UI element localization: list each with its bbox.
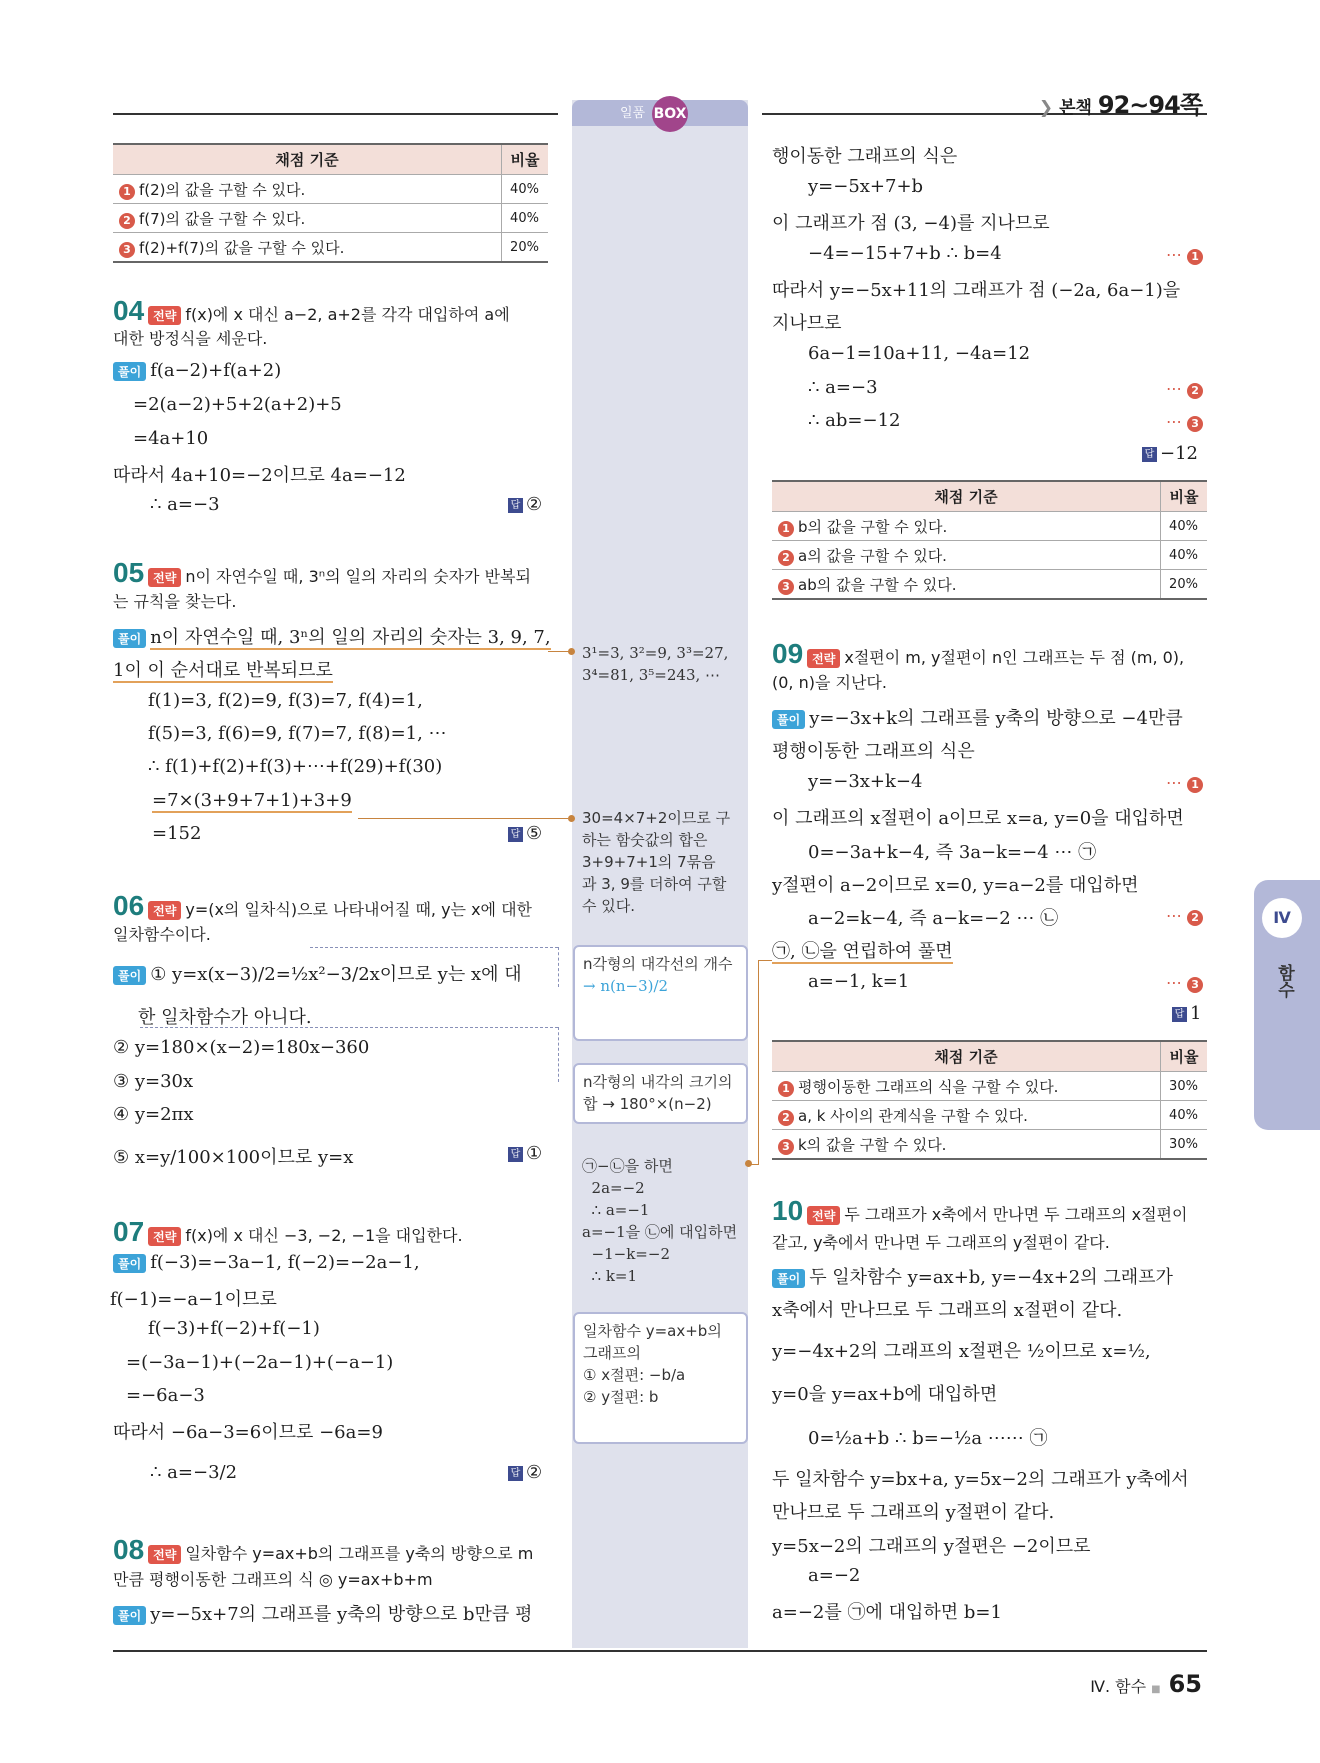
chevron-right-icon: ❯	[1038, 98, 1054, 118]
q09-answer: 답 1	[1172, 1003, 1201, 1024]
footer-rule	[113, 1650, 1207, 1652]
q08-strategy: 08 전략 일차함수 y=ax+b의 그래프를 y축의 방향으로 m	[113, 1534, 534, 1565]
grading-table-1: 채점 기준 비율 1 f(2)의 값을 구할 수 있다. 40% 2 f(7)의 값을 구할 수 있다. 40% 3 f(2)+f(7)의 값을 구할 수 있다. 20%	[113, 143, 548, 263]
side-note-tab-label: 일품	[620, 106, 646, 121]
q05-answer: 답 ⑤	[508, 823, 542, 844]
header-rule-left	[113, 113, 558, 115]
page-number: 65	[1168, 1670, 1202, 1698]
chapter-tab[interactable]	[1254, 880, 1320, 1130]
q04-strategy: 04 전략 f(x)에 x 대신 a−2, a+2를 각각 대입하여 a에	[113, 295, 510, 326]
grading-table-3: 채점 기준 비율 1 평행이동한 그래프의 식을 구할 수 있다. 30% 2 a, k 사이의 관계식을 구할 수 있다. 40% 3 k의 값을 구할 수 있다. 30%	[772, 1040, 1207, 1160]
note-diagonals: n각형의 대각선의 개수 → n(n−3)/2	[573, 945, 748, 1041]
q10-strategy: 10 전략 두 그래프가 x축에서 만나면 두 그래프의 x절편이	[772, 1195, 1188, 1226]
q07-answer: 답 ②	[508, 1462, 542, 1483]
box-badge: BOX	[652, 96, 688, 132]
page-footer: Ⅳ. 함수 ■ 65	[1090, 1670, 1202, 1698]
q09-strategy: 09 전략 x절편이 m, y절편이 n인 그래프는 두 점 (m, 0),	[772, 638, 1185, 669]
note-interior-angles: n각형의 내각의 크기의 합 → 180°×(n−2)	[573, 1063, 748, 1124]
q05-strategy: 05 전략 n이 자연수일 때, 3ⁿ의 일의 자리의 숫자가 반복되	[113, 557, 531, 588]
grading-table-2: 채점 기준 비율 1 b의 값을 구할 수 있다. 40% 2 a의 값을 구할 수 있다. 40% 3 ab의 값을 구할 수 있다. 20%	[772, 480, 1207, 600]
q07-strategy: 07 전략 f(x)에 x 대신 −3, −2, −1을 대입한다.	[113, 1216, 463, 1247]
note-intercepts: 일차함수 y=ax+b의 그래프의 ① x절편: −b/a ② y절편: b	[573, 1312, 748, 1444]
chapter-title: 함수	[1274, 964, 1294, 998]
q06-answer: 답 ①	[508, 1143, 542, 1164]
note-grouping: 30=4×7+2이므로 구 하는 함숫값의 합은 3+9+7+1의 7묶음 과 3, 9를 더하여 구할 수 있다.	[582, 809, 731, 915]
page-reference: ❯ 본책 92~94쪽	[1038, 91, 1202, 119]
q08-answer: 답 −12	[1142, 443, 1198, 464]
note-solve-system: ㉠−㉡을 하면 2a=−2 ∴ a=−1 a=−1을 ㉡에 대입하면 −1−k=−2 ∴ k=1	[582, 1157, 738, 1285]
q04-answer: 답 ②	[508, 494, 542, 515]
chapter-number: Ⅳ	[1262, 898, 1302, 938]
q06-strategy: 06 전략 y=(x의 일차식)으로 나타내어질 때, y는 x에 대한	[113, 890, 533, 921]
note-powers-of-3: 3¹=3, 3²=9, 3³=27, 3⁴=81, 3⁵=243, ⋯	[582, 644, 729, 684]
